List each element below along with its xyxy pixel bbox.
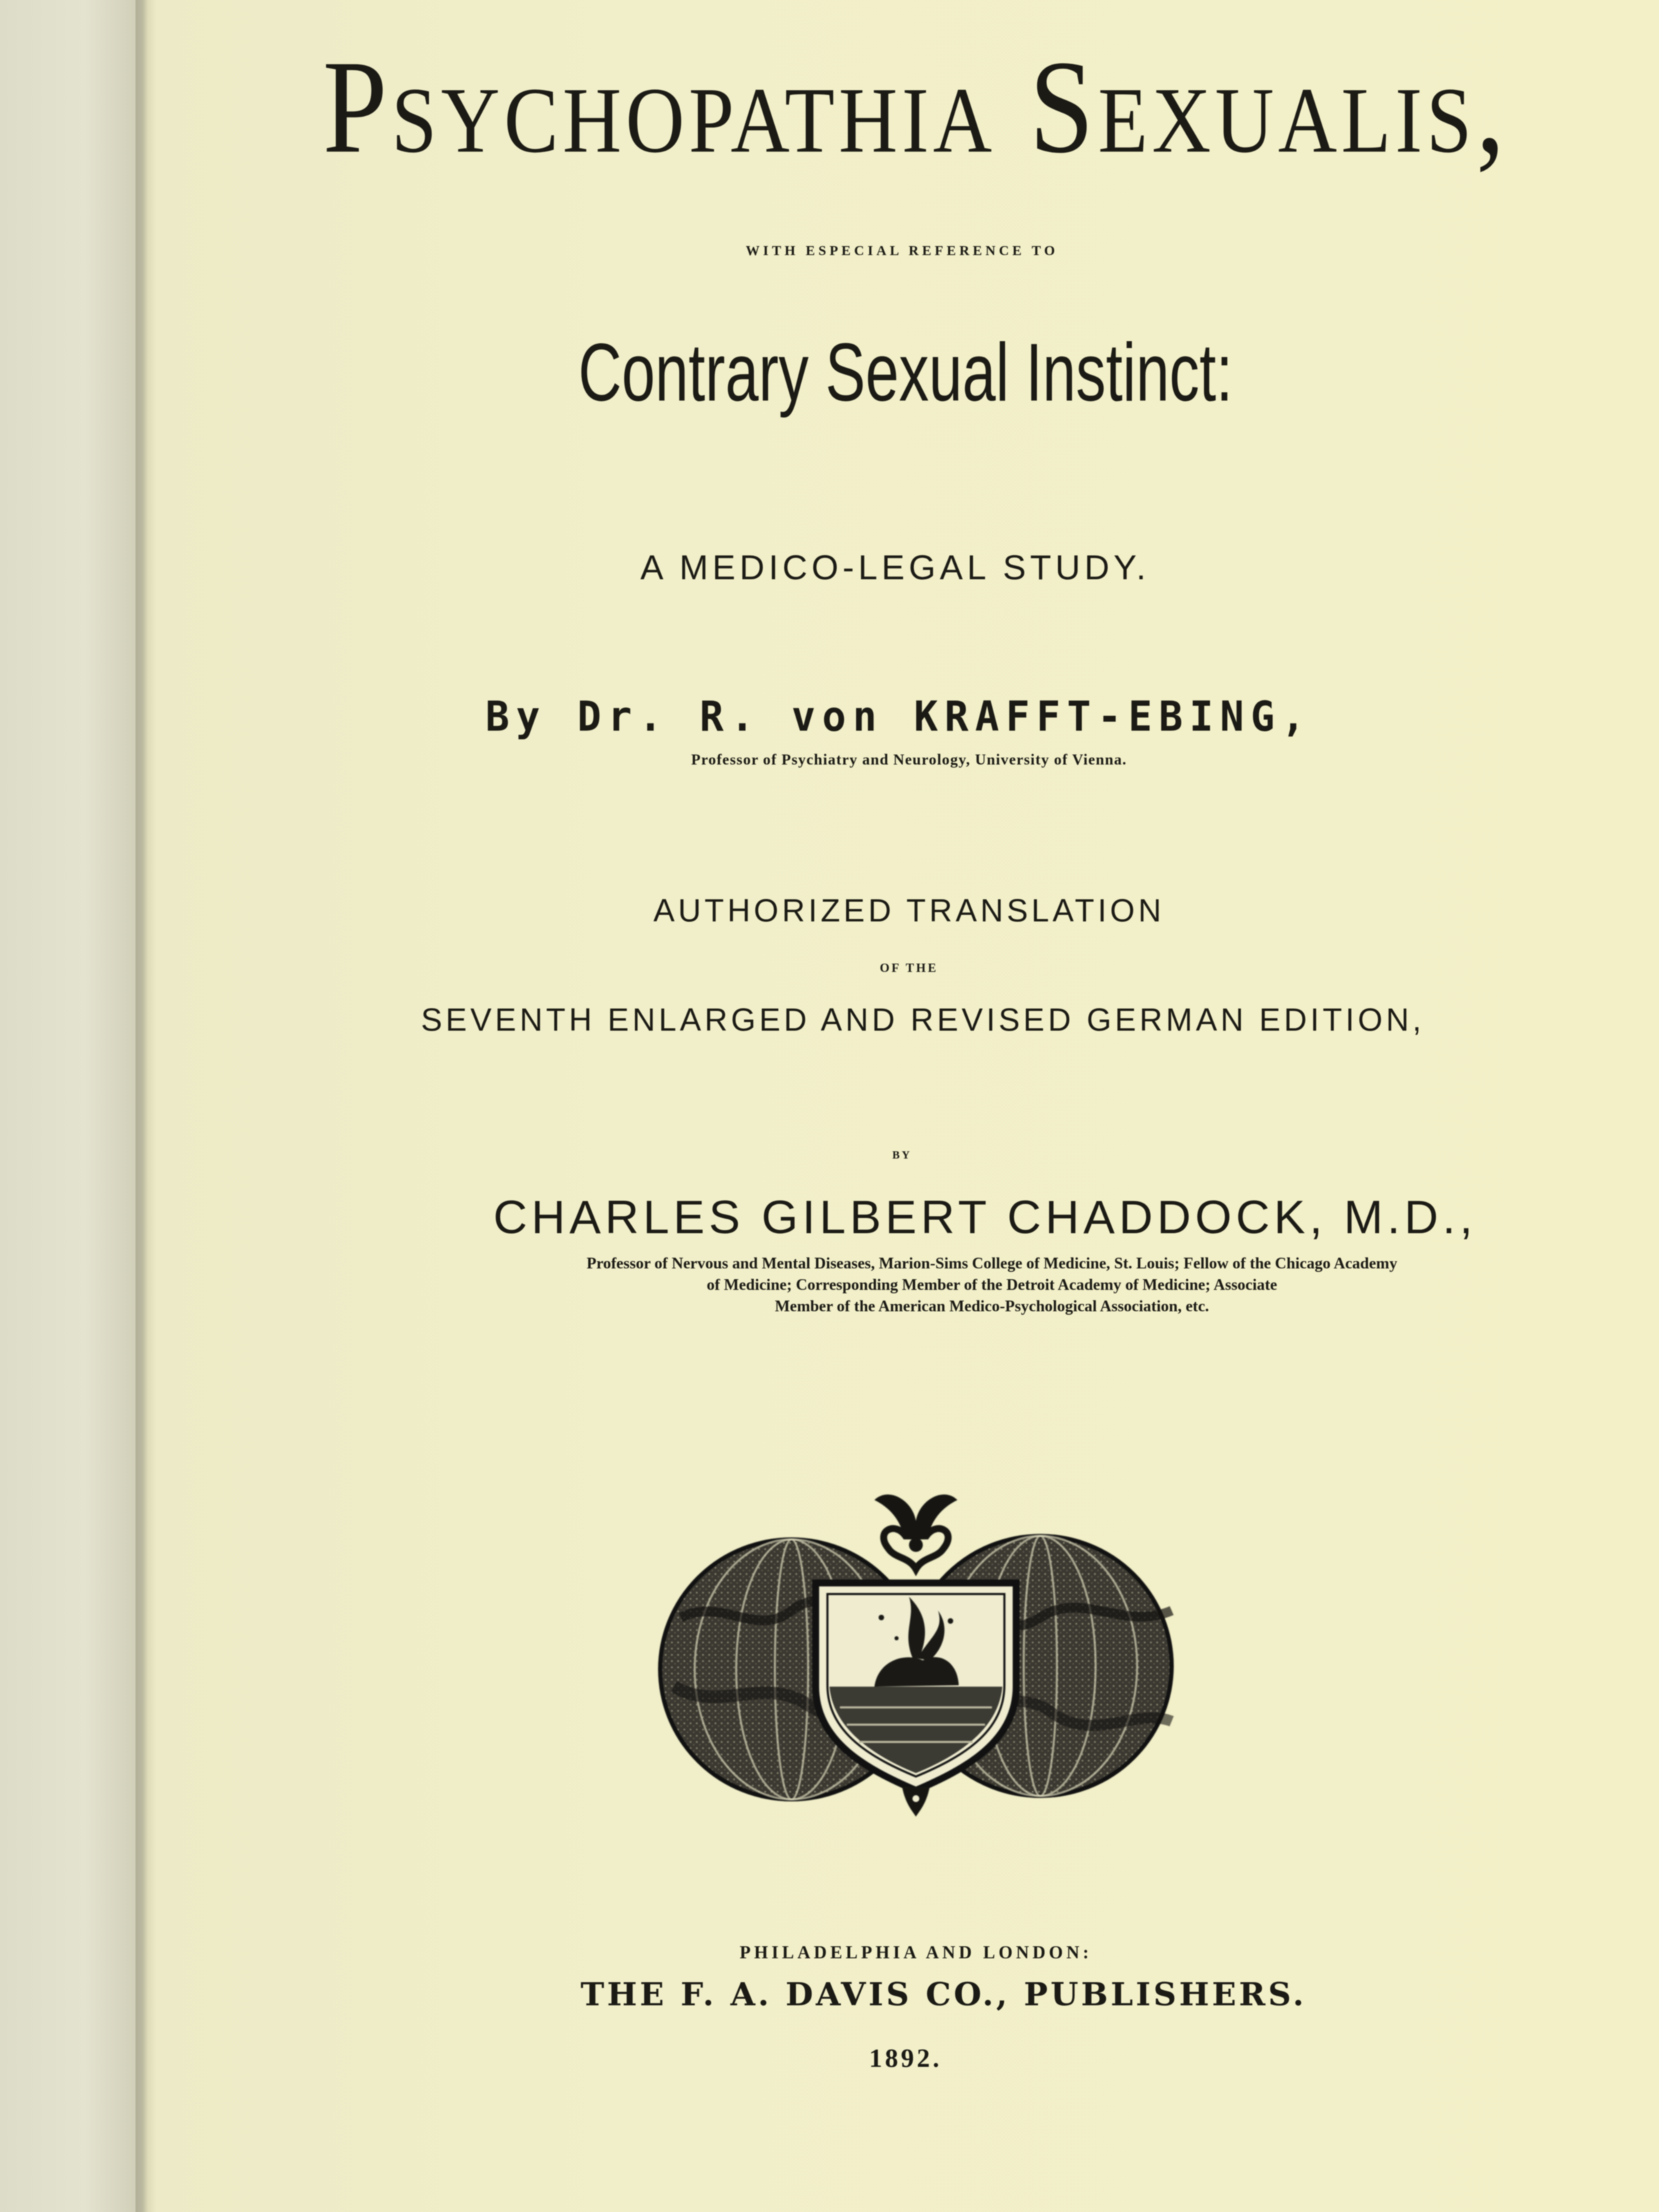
- twin-globes-shield-emblem-icon: [639, 1479, 1192, 1818]
- publication-year: 1892.: [869, 2044, 942, 2073]
- translator-name: CHARLES GILBERT CHADDOCK, M.D.,: [493, 1191, 1477, 1244]
- title-page: [142, 0, 1659, 2212]
- bottom-ornament: [902, 1787, 930, 1817]
- with-especial-reference: WITH ESPECIAL REFERENCE TO: [745, 243, 1059, 259]
- author-line: By Dr. R. von KRAFFT-EBING,: [485, 693, 1312, 741]
- imprint-place: PHILADELPHIA AND LONDON:: [739, 1942, 1093, 1962]
- publisher-name: THE F. A. DAVIS CO., PUBLISHERS.: [580, 1976, 1307, 2013]
- book-title: Psychopathia Sexualis,: [322, 33, 1510, 181]
- credentials-line: Professor of Nervous and Mental Diseases, Marion-Sims College of Medicine, St. Louis; Fellow of the Chicago Academy: [586, 1255, 1398, 1272]
- study-description: A MEDICO-LEGAL STUDY.: [640, 548, 1150, 587]
- credentials-line: Member of the American Medico-Psychological Association, etc.: [774, 1297, 1210, 1315]
- book-subtitle: Contrary Sexual Instinct:: [578, 327, 1233, 419]
- credentials-line: of Medicine; Corresponding Member of the Detroit Academy of Medicine; Associate: [706, 1276, 1277, 1293]
- edition-line: SEVENTH ENLARGED AND REVISED GERMAN EDITION,: [420, 1002, 1425, 1038]
- of-the: OF THE: [879, 961, 939, 975]
- author-role: Professor of Psychiatry and Neurology, University of Vienna.: [691, 751, 1127, 768]
- facing-page-edge: [0, 0, 142, 2212]
- translator-credentials: [321, 1253, 1659, 1317]
- authorized-translation: AUTHORIZED TRANSLATION: [653, 892, 1165, 928]
- by-line: BY: [892, 1150, 912, 1161]
- crest: [874, 1494, 957, 1569]
